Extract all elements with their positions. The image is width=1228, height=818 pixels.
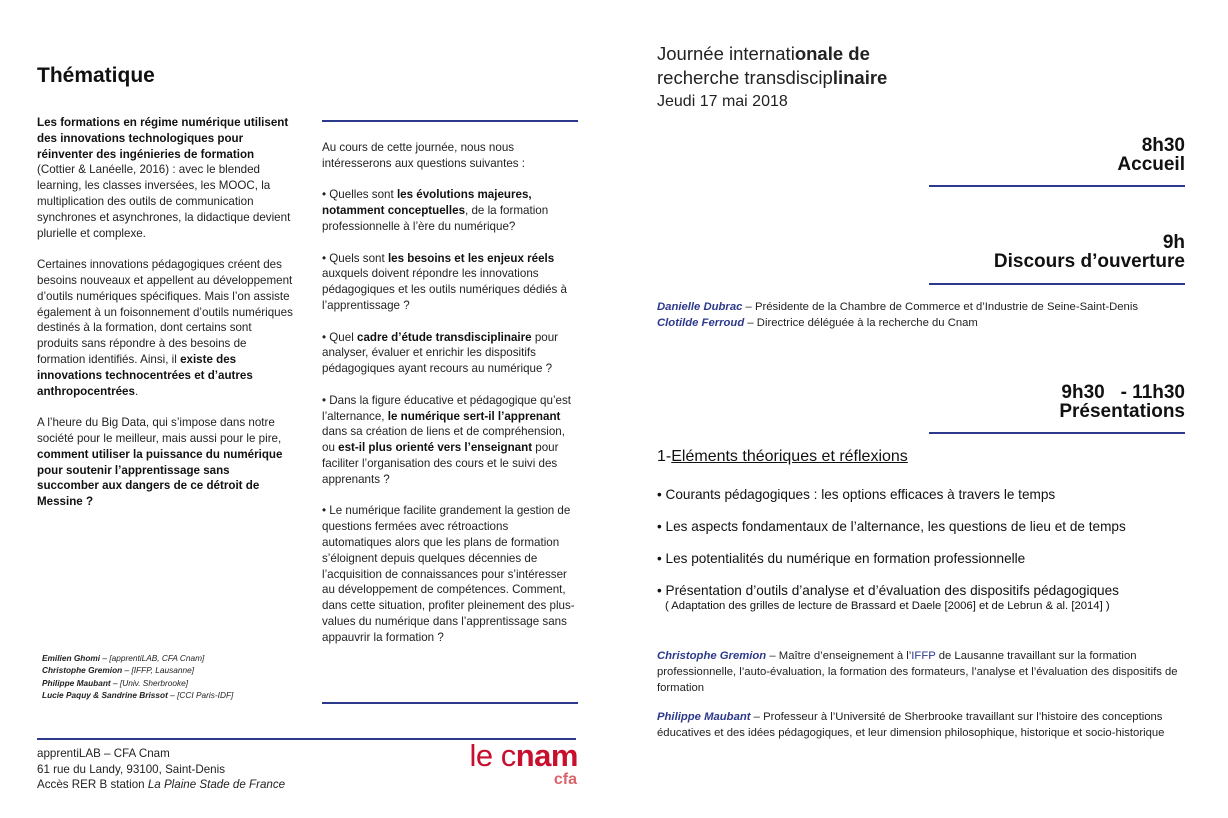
cnam-logo: le cnam cfa [469,738,578,788]
questions-intro: Au cours de cette journée, nous nous intéresserons aux questions suivantes : [322,141,526,170]
session-rule [929,185,1185,187]
topic-item: • Les potentialités du numérique en formation professionnelle [657,551,1026,566]
credit-item: Philippe Maubant – [Univ. Sherbrooke] [42,677,189,688]
event-title-line-2: recherche transdisciplinaire [657,67,888,88]
thematique-heading: Thématique [37,64,155,87]
topic-item: • Présentation d’outils d’analyse et d’évaluation des dispositifs pédagogiques [657,583,1119,598]
session-title: Accueil [1117,154,1185,175]
session-rule [929,432,1185,434]
paragraph-3: A l’heure du Big Data, qui s’impose dans notre société pour le meilleur, mais aussi pour le pire, comment utiliser la puissance du numérique pour soutenir l’apprentissage sans succomber aux dangers de ce détroit de Messine ? [37,416,283,509]
question-item: • Quel cadre d’étude transdisciplinaire pour analyser, évaluer et enrichir les dispositifs pédagogiques ayant recours au numérique ? [322,330,559,376]
event-title-line-1: Journée internationale de [657,43,870,64]
paragraph-1: Les formations en régime numérique utilisent des innovations technologiques pour réinventer des ingénieries de formation (Cottier & Lanéelle, 2016) : avec le blended learning, les classes inversées, les MOOC, la multiplication des outils de communication synchrones et asynchrones, la didactique devient plurielle et complexe. [37,116,291,240]
paragraph-2: Certaines innovations pédagogiques créent des besoins nouveaux et appellent au développement d’outils numériques spécifiques. Mais l’on assiste également à un foisonnement d’outils numériques destinés à la formation, dont certains sont produits sans répondre à des besoins de formation identifiés. Ainsi, il existe des innovations technocentrées et d’autres anthropocentrées. [37,258,293,398]
session-title: Présentations [1059,401,1185,422]
speaker-bio: Philippe Maubant – Professeur à l’Université de Sherbrooke travaillant sur l’histoire des conceptions éducatives et des idées pédagogiques, et leur dimension philosophique, historique et socio-historique [657,711,1165,740]
speaker-line: Clotilde Ferroud – Directrice déléguée à la recherche du Cnam [657,317,978,330]
thematique-body [37,115,293,510]
credit-item: Lucie Paquy & Sandrine Brissot – [CCI Paris-IDF] [42,689,234,700]
credit-item: Christophe Gremion – [IFFP, Lausanne] [42,665,195,676]
question-item: • Quels sont les besoins et les enjeux réels auxquels doivent répondre les innovations pédagogiques et les outils numériques dédiés à l’apprentissage ? [322,251,567,312]
middle-top-rule [322,120,578,122]
middle-bottom-rule [322,702,578,704]
question-item: • Le numérique facilite grandement la gestion de questions fermées avec rétroactions automatiques alors que les plans de formation s’éloignent depuis quelques décennies de l’acquisition de connaissances pour s’intéresser au développement de compétences. Comment, dans cette situation, profiter pleinement des plus-values du numérique dans l’apprentissage sans appauvrir la formation ? [322,504,575,644]
speaker-bio: Christophe Gremion – Maître d’enseignement à l’IFFP de Lausanne travaillant sur la formation professionnelle, l’auto-évaluation, la formation des formateurs, l’analyse et l’évaluation des dispositifs de formation [657,650,1178,695]
questions-block [322,140,578,646]
subsection-heading: 1-Eléments théoriques et réflexions [657,448,908,465]
session-time: 9h [1162,232,1185,253]
topic-item: • Courants pédagogiques : les options efficaces à travers le temps [657,487,1056,502]
session-time: 8h30 [1141,135,1185,156]
session-rule [929,283,1185,285]
question-item: • Dans la figure éducative et pédagogique qu’est l’alternance, le numérique sert-il l’apprenant dans sa création de liens et de compréhension, ou est-il plus orienté vers l’enseignant pour faciliter l’organisation des cours et le suivi des apprenants ? [322,393,571,486]
session-time: 9h30 - 11h30 [1061,382,1185,403]
address-line: Accès RER B station La Plaine Stade de France [37,778,286,791]
topic-note: ( Adaptation des grilles de lecture de Brassard et Daele [2006] et de Lebrun & al. [2014] ) [665,600,1110,612]
topic-item: • Les aspects fondamentaux de l’alternance, les questions de lieu et de temps [657,519,1126,534]
topics-list [657,486,1217,614]
question-item: • Quelles sont les évolutions majeures, notamment conceptuelles, de la formation professionnelle à l’ère du numérique? [322,188,549,233]
credits-list [42,652,233,701]
event-date: Jeudi 17 mai 2018 [657,93,788,110]
session-title: Discours d’ouverture [993,251,1185,272]
event-title [657,42,887,114]
speaker-line: Danielle Dubrac – Présidente de la Chambre de Commerce et d’Industrie de Seine-Saint-Denis [657,301,1138,313]
address-block [37,746,285,793]
address-line: apprentiLAB – CFA Cnam [37,747,170,760]
address-line: 61 rue du Landy, 93100, Saint-Denis [37,762,225,776]
credit-item: Emilien Ghomi – [apprentiLAB, CFA Cnam] [42,653,205,663]
opening-speakers [657,299,1197,331]
